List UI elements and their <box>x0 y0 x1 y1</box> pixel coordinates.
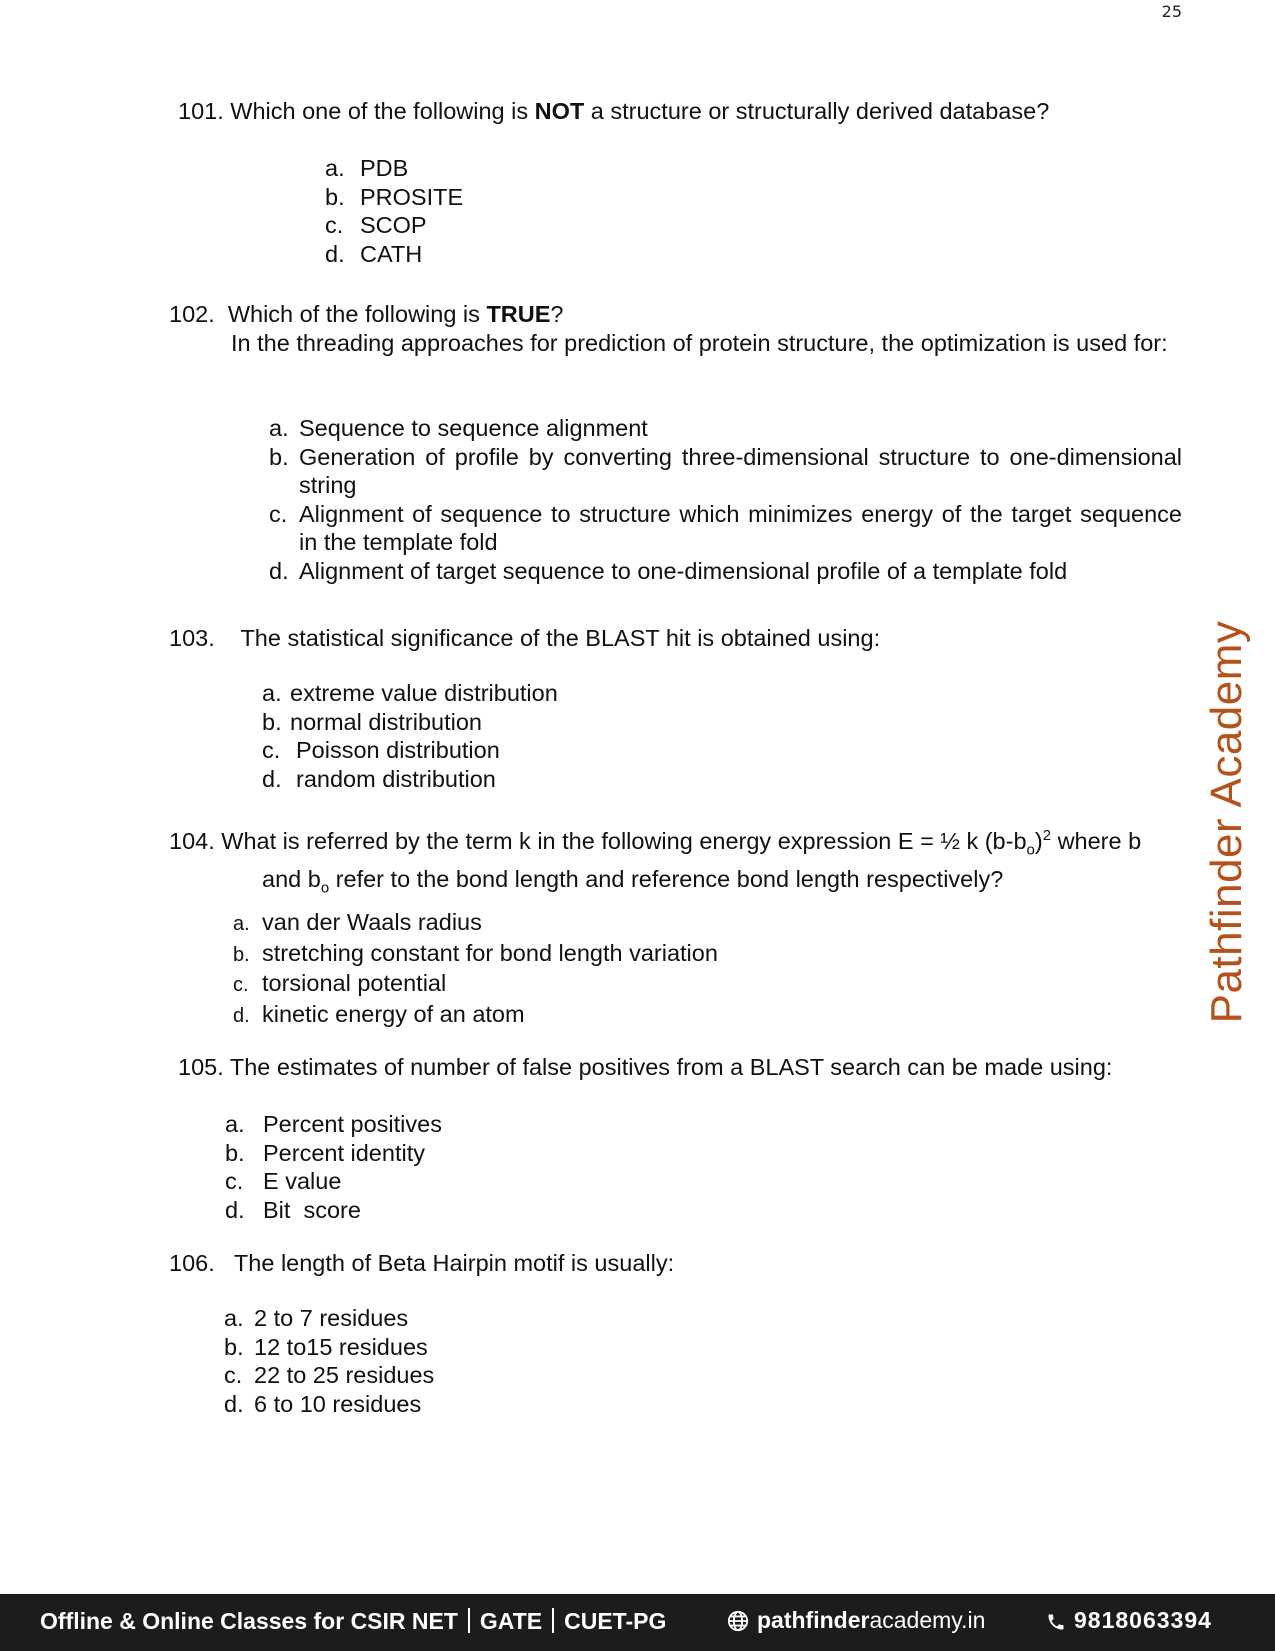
website-light: academy.in <box>869 1607 986 1633</box>
option-text: normal distribution <box>290 708 483 735</box>
option-b <box>262 708 558 737</box>
options-list <box>269 414 1182 586</box>
option-c <box>325 211 463 240</box>
question-101 <box>178 97 1050 267</box>
question-106 <box>169 1249 675 1417</box>
option-c <box>224 1361 434 1390</box>
option-text: 6 to 10 residues <box>254 1390 422 1417</box>
option-letter: c. <box>269 500 288 527</box>
phone-icon <box>1046 1612 1066 1632</box>
option-text: Generation of profile by converting three-dimensional structure to one-dimensional string <box>299 443 1182 499</box>
option-letter: d. <box>325 240 345 267</box>
option-d <box>224 1390 434 1419</box>
stem-text-paren: ) <box>1034 827 1043 854</box>
subtext-start: and b <box>262 865 321 892</box>
stem-text-end: where b <box>1051 827 1142 854</box>
option-text: CATH <box>360 240 423 267</box>
question-105 <box>178 1053 1113 1223</box>
option-letter: a. <box>262 680 282 706</box>
question-number: 106. <box>169 1250 215 1276</box>
option-text: Sequence to sequence alignment <box>299 415 648 441</box>
question-number: 101. <box>178 98 224 124</box>
option-text: stretching constant for bond length variation <box>262 939 718 966</box>
question-102 <box>169 300 1182 584</box>
option-d <box>225 1196 442 1225</box>
option-text: Poisson distribution <box>296 737 500 764</box>
option-letter: a. <box>325 155 345 181</box>
stem-text: Which one of the following is <box>230 98 535 124</box>
option-b <box>325 183 463 212</box>
superscript: 2 <box>1042 827 1052 844</box>
option-b <box>269 443 1182 500</box>
option-d <box>233 1000 718 1031</box>
options-list <box>262 679 558 793</box>
question-stem <box>169 821 1204 865</box>
options-list <box>233 908 718 1030</box>
footer-phone[interactable] <box>1046 1607 1212 1634</box>
question-number: 105. <box>178 1054 224 1080</box>
question-number: 102. <box>169 301 215 327</box>
footer-gate: GATE <box>479 1608 543 1634</box>
option-letter: a. <box>269 415 289 441</box>
option-letter: b. <box>225 1139 245 1166</box>
stem-text-end: a structure or structurally derived database? <box>584 98 1050 124</box>
stem-emphasis: TRUE <box>486 301 551 327</box>
subtext-end: refer to the bond length and reference bond length respectively? <box>329 865 1004 892</box>
option-text: torsional potential <box>262 970 447 997</box>
option-a <box>262 679 558 708</box>
option-a <box>225 1110 442 1139</box>
page-number: 25 <box>1161 2 1182 21</box>
option-text: Percent identity <box>263 1139 425 1166</box>
option-letter: a. <box>225 1111 245 1137</box>
option-letter: c. <box>262 737 281 764</box>
watermark: Pathfinder Academy <box>1202 620 1251 1024</box>
option-d <box>262 765 558 794</box>
option-b <box>233 939 718 970</box>
option-letter: b. <box>262 708 282 735</box>
divider <box>468 1608 470 1633</box>
option-letter: b. <box>233 943 250 966</box>
phone-number: 9818063394 <box>1074 1607 1212 1633</box>
option-letter: d. <box>224 1390 244 1417</box>
option-a <box>269 414 1182 443</box>
stem-text: The estimates of number of false positives from a BLAST search can be made using: <box>229 1054 1113 1080</box>
option-text: random distribution <box>296 765 496 792</box>
options-list <box>225 1110 442 1224</box>
globe-icon <box>727 1610 749 1632</box>
option-letter: b. <box>325 183 345 210</box>
option-text: Percent positives <box>263 1111 442 1137</box>
option-a <box>325 154 463 183</box>
question-104 <box>169 821 1204 1027</box>
option-text: Alignment of sequence to structure which minimizes energy of the target sequence in the template fold <box>299 500 1182 556</box>
option-text: Alignment of target sequence to one-dimensional profile of a template fold <box>299 557 1068 584</box>
stem-emphasis: NOT <box>534 98 585 124</box>
option-d <box>269 557 1182 586</box>
subscript: o <box>1026 841 1035 859</box>
stem-text: The statistical significance of the BLAST hit is obtained using: <box>240 625 881 651</box>
option-a <box>224 1304 434 1333</box>
option-letter: c. <box>224 1362 243 1389</box>
question-103 <box>169 624 881 792</box>
option-b <box>224 1333 434 1362</box>
stem-text: What is referred by the term k in the following energy expression E = ½ k (b-b <box>221 827 1027 854</box>
option-letter: d. <box>262 765 282 792</box>
option-letter: c. <box>233 974 249 997</box>
option-b <box>225 1139 442 1168</box>
option-letter: c. <box>225 1168 244 1195</box>
question-stem <box>169 300 1182 329</box>
option-letter: b. <box>269 443 289 470</box>
option-a <box>233 908 718 939</box>
option-letter: a. <box>224 1305 244 1331</box>
footer-classes-text: Offline & Online Classes for CSIR NET <box>40 1608 458 1634</box>
options-list <box>325 154 463 268</box>
option-text: PDB <box>360 155 409 181</box>
question-subtext <box>262 865 1204 903</box>
footer-banner <box>0 1594 1275 1651</box>
option-c <box>233 969 718 1000</box>
footer-website[interactable] <box>727 1607 985 1634</box>
stem-text-end: ? <box>550 301 564 327</box>
option-text: extreme value distribution <box>290 680 558 706</box>
options-list <box>224 1304 434 1418</box>
option-text: van der Waals radius <box>262 909 482 935</box>
question-stem <box>178 1053 1112 1082</box>
option-text: 22 to 25 residues <box>254 1362 435 1389</box>
option-c <box>262 736 558 765</box>
subscript: o <box>320 879 330 897</box>
footer-classes <box>40 1608 666 1635</box>
option-text: 2 to 7 residues <box>254 1305 409 1331</box>
question-number: 103. <box>169 625 215 651</box>
question-stem <box>169 1249 674 1278</box>
question-stem <box>169 624 880 653</box>
stem-text: The length of Beta Hairpin motif is usually: <box>233 1250 675 1276</box>
option-c <box>269 500 1182 557</box>
option-d <box>325 240 463 269</box>
option-letter: a. <box>233 913 250 935</box>
option-text: Bit score <box>263 1196 361 1223</box>
divider <box>552 1608 554 1633</box>
option-letter: d. <box>233 1004 250 1027</box>
stem-text: Which of the following is <box>227 301 487 327</box>
option-letter: b. <box>224 1333 244 1360</box>
option-text: E value <box>263 1168 342 1195</box>
question-number: 104. <box>169 827 215 854</box>
option-letter: d. <box>269 557 289 584</box>
question-stem <box>178 97 1049 126</box>
option-text: 12 to15 residues <box>254 1333 428 1360</box>
question-subtext: In the threading approaches for prediction of protein structure, the optimization is used for: <box>231 330 1168 356</box>
option-letter: d. <box>225 1196 245 1223</box>
option-text: PROSITE <box>360 183 464 210</box>
option-text: SCOP <box>360 212 427 239</box>
option-c <box>225 1167 442 1196</box>
footer-cuet: CUET-PG <box>564 1608 667 1634</box>
website-bold: pathfinder <box>757 1607 870 1633</box>
option-text: kinetic energy of an atom <box>262 1000 525 1027</box>
option-letter: c. <box>325 212 344 239</box>
